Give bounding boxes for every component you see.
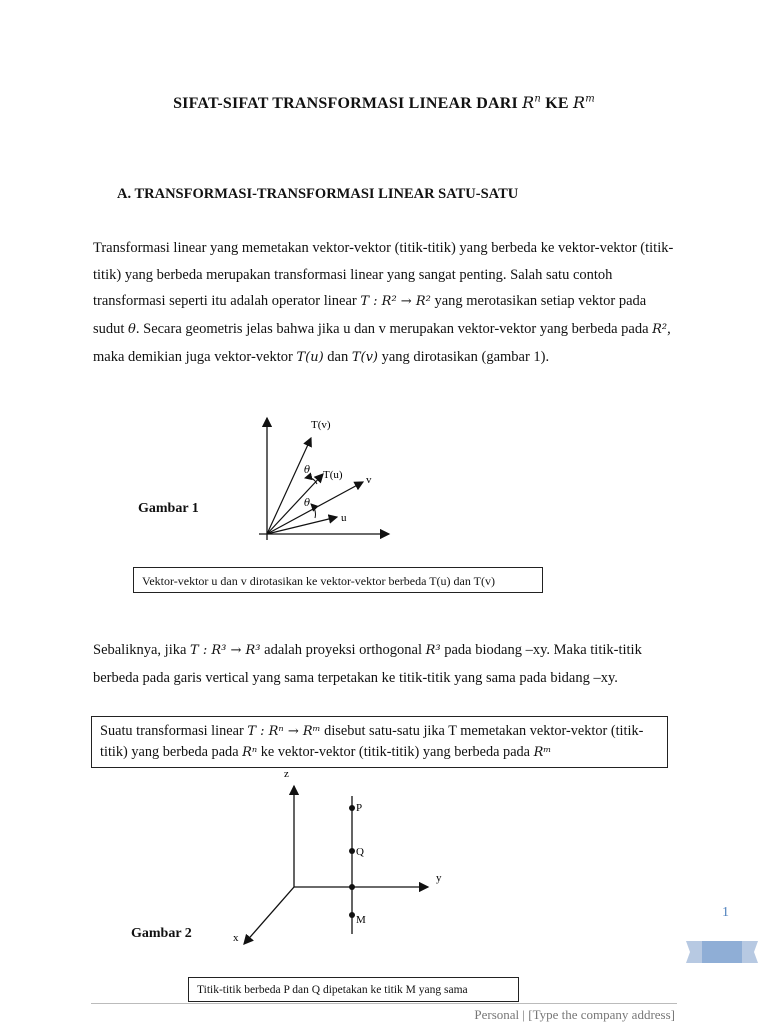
- footer-text: Personal | [Type the company address]: [474, 1007, 675, 1022]
- point-m: [349, 912, 355, 918]
- definition-box: Suatu transformasi linear T : Rⁿ → Rᵐ disebut satu-satu jika T memetakan vektor-vektor (titik-titik) yang berbeda pada Rⁿ ke vektor-vektor (titik-titik) yang berbeda pada Rᵐ: [91, 716, 668, 768]
- fig2-label-x: x: [233, 932, 239, 944]
- fig2-label-m: M: [356, 914, 366, 926]
- fig1-theta-1: θ: [304, 465, 311, 476]
- point-q: [349, 848, 355, 854]
- point-origin-line: [349, 884, 355, 890]
- page-title: SIFAT-SIFAT TRANSFORMASI LINEAR DARI $R^n$ KE $R^m$: [173, 93, 595, 112]
- figure1-caption: Vektor-vektor u dan v dirotasikan ke vektor-vektor berbeda T(u) dan T(v): [133, 567, 543, 593]
- figure1-diagram: [255, 410, 405, 545]
- fig2-label-y: y: [436, 872, 442, 884]
- ribbon-icon: [684, 937, 760, 967]
- fig1-label-v: v: [366, 474, 372, 486]
- vector-v: [267, 482, 363, 534]
- fig1-label-u: u: [341, 512, 347, 524]
- vector-tv: [267, 438, 311, 534]
- vector-tu: [267, 474, 323, 534]
- figure2-diagram: [228, 766, 458, 950]
- fig1-theta-2: θ: [304, 498, 311, 509]
- point-p: [349, 805, 355, 811]
- paragraph-projection: Sebaliknya, jika T : R³ → R³ adalah proyeksi orthogonal R³ pada biodang –xy. Maka titik-titik berbeda pada garis vertical yang sama terpetakan ke titik-titik yang sama pada bidang –xy.: [93, 642, 642, 686]
- fig2-label-p: P: [356, 802, 363, 814]
- fig2-label-z: z: [284, 768, 289, 780]
- figure2-label: Gambar 2: [131, 926, 192, 941]
- section-heading: A. TRANSFORMASI-TRANSFORMASI LINEAR SATU-SATU: [117, 186, 519, 202]
- fig2-x-axis: [244, 887, 294, 944]
- fig2-label-q: Q: [356, 846, 364, 858]
- figure1-label: Gambar 1: [138, 501, 199, 516]
- fig1-label-tu: T(u): [323, 469, 343, 481]
- footer-divider: [91, 1003, 677, 1004]
- paragraph-intro: Transformasi linear yang memetakan vektor-vektor (titik-titik) yang berbeda ke vektor-vektor (titik-titik) yang berbeda merupakan transformasi linear yang sangat penting. Salah satu contoh transformasi seperti itu adalah operator linear T : R² → R² yang merotasikan setiap vektor pada sudut θ. Secara geometris jelas bahwa jika u dan v merupakan vektor-vektor yang berbeda pada R², maka demikian juga vektor-vektor T(u) dan T(v) yang dirotasikan (gambar 1).: [93, 240, 674, 365]
- page-number: 1: [722, 905, 729, 920]
- vector-u: [267, 517, 337, 534]
- fig1-label-tv: T(v): [311, 419, 331, 431]
- rotation-arc-1: [311, 504, 316, 518]
- figure2-caption: Titik-titik berbeda P dan Q dipetakan ke titik M yang sama: [188, 977, 519, 1002]
